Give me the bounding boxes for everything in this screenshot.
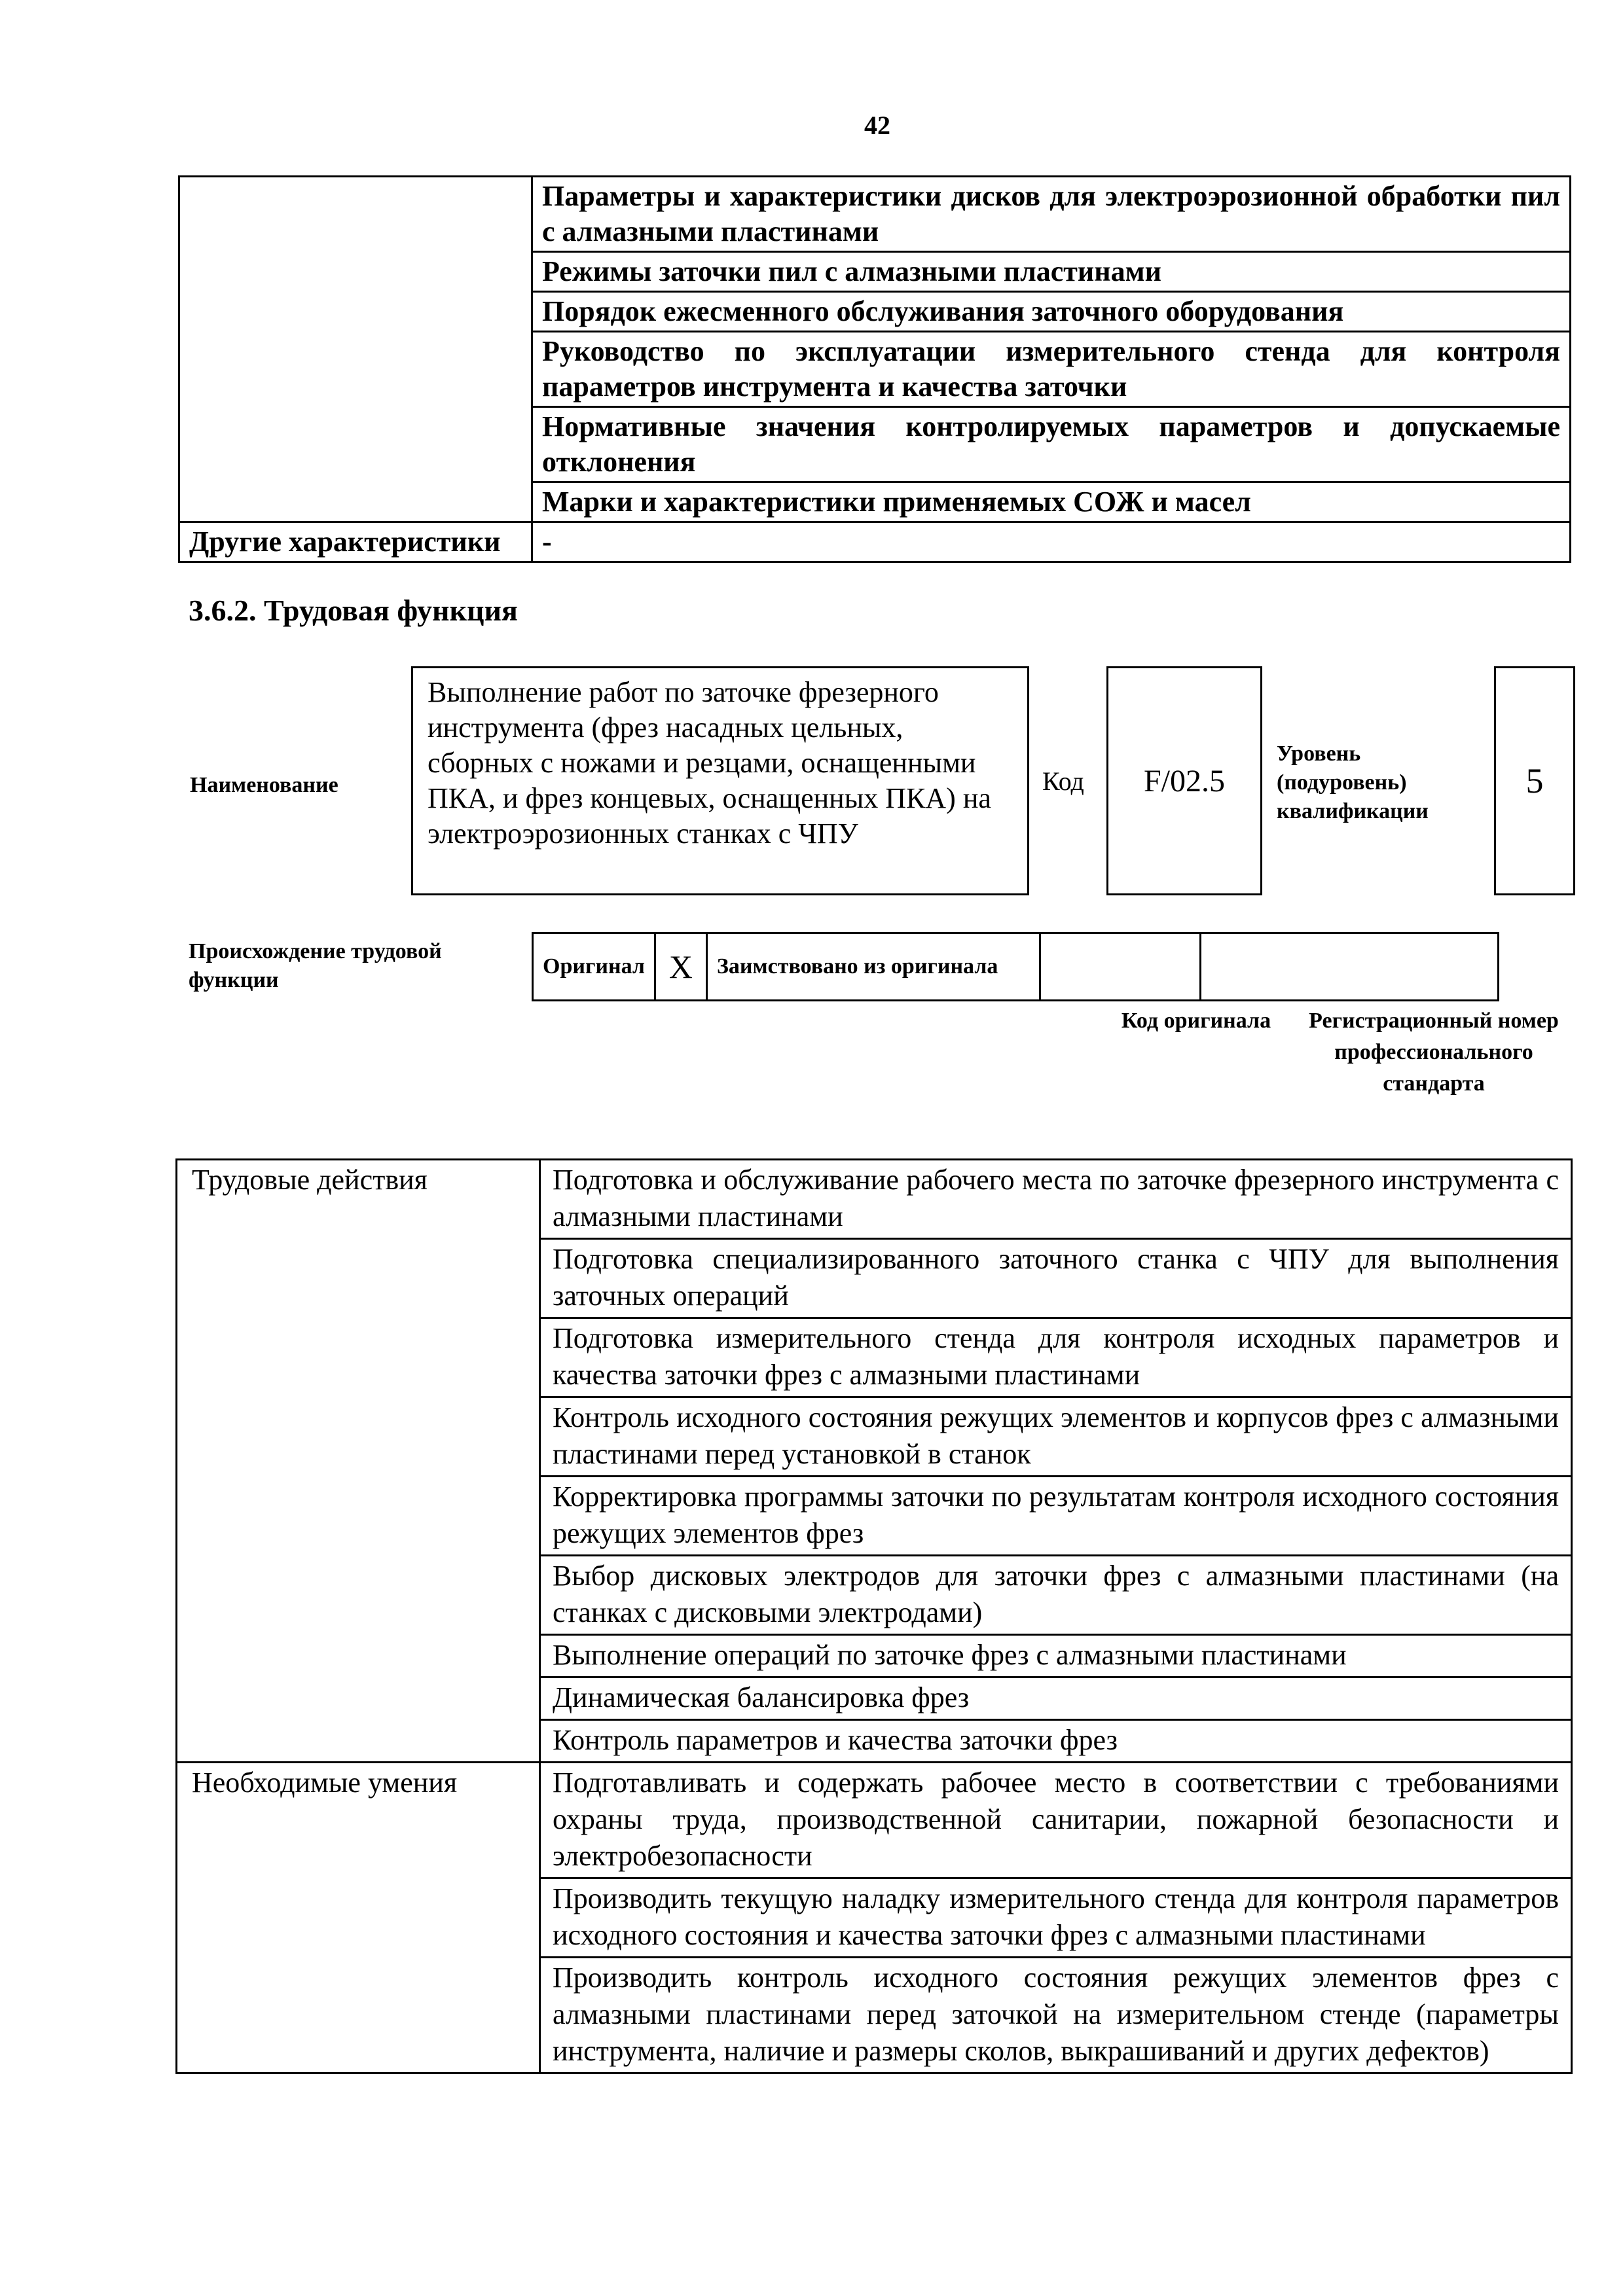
other-characteristics-label: Другие характеристики — [179, 522, 532, 562]
list-item: Контроль параметров и качества заточки фрез — [540, 1720, 1572, 1763]
registration-number-caption: Регистрационный номер профессионального стандарта — [1309, 1009, 1559, 1096]
list-item: Выбор дисковых электродов для заточки фрез с алмазными пластинами (на станках с дисковыми электродами) — [540, 1556, 1572, 1635]
required-skills-label: Необходимые умения — [177, 1763, 540, 2073]
page-number: 42 — [864, 111, 890, 140]
original-mark: X — [655, 933, 706, 1001]
qualification-level-box — [1494, 666, 1575, 895]
labor-function-table — [175, 1158, 1573, 2074]
list-item: Подготавливать и содержать рабочее место в соответствии с требованиями охраны труда, производственной санитарии, пожарной безопасности и электробезопасности — [540, 1763, 1572, 1878]
code-label: Код — [1042, 766, 1084, 796]
function-code-value: F/02.5 — [1143, 763, 1226, 798]
borrowed-label: Заимствовано из оригинала — [706, 933, 1040, 1001]
original-label: Оригинал — [533, 933, 655, 1001]
name-label: Наименование — [190, 773, 338, 797]
list-item: Динамическая балансировка фрез — [540, 1677, 1572, 1720]
function-code-box — [1106, 666, 1262, 895]
list-item: Производить контроль исходного состояния режущих элементов фрез с алмазными пластинами перед заточкой на измерительном стенде (параметры инструмента, наличие и размеры сколов, выкрашиваний и других дефектов) — [540, 1958, 1572, 2073]
list-item: Производить текущую наладку измерительного стенда для контроля параметров исходного состояния и качества заточки фрез с алмазными пластинами — [540, 1878, 1572, 1958]
function-name-box: Выполнение работ по заточке фрезерного инструмента (фрез насадных цельных, сборных с ножами и резцами, оснащенными ПКА, и фрез концевых, оснащенных ПКА) на электроэрозионных станках с ЧПУ — [411, 666, 1029, 895]
list-item: Подготовка измерительного стенда для контроля исходных параметров и качества заточки фрез с алмазными пластинами — [540, 1318, 1572, 1397]
list-item: Подготовка специализированного заточного станка с ЧПУ для выполнения заточных операций — [540, 1239, 1572, 1318]
origin-label: Происхождение трудовой функции — [189, 939, 442, 992]
table-row: Порядок ежесменного обслуживания заточного оборудования — [532, 292, 1571, 332]
origin-table — [532, 932, 1499, 1001]
knowledge-table-continuation — [178, 175, 1571, 563]
level-label: Уровень (подуровень) квалификации — [1277, 742, 1429, 823]
table-row: Нормативные значения контролируемых параметров и допускаемые отклонения — [532, 407, 1571, 482]
list-item: Контроль исходного состояния режущих элементов и корпусов фрез с алмазными пластинами перед установкой в станок — [540, 1397, 1572, 1477]
list-item: Выполнение операций по заточке фрез с алмазными пластинами — [540, 1635, 1572, 1677]
labor-actions-label: Трудовые действия — [177, 1160, 540, 1763]
original-code-cell — [1040, 933, 1200, 1001]
empty-label-cell — [179, 177, 532, 522]
other-characteristics-value: - — [532, 522, 1571, 562]
qualification-level-value: 5 — [1525, 761, 1544, 800]
list-item: Корректировка программы заточки по результатам контроля исходного состояния режущих элементов фрез — [540, 1477, 1572, 1556]
table-row: Марки и характеристики применяемых СОЖ и масел — [532, 482, 1571, 522]
registration-number-cell — [1200, 933, 1498, 1001]
list-item: Подготовка и обслуживание рабочего места по заточке фрезерного инструмента с алмазными пластинами — [540, 1160, 1572, 1239]
table-row: Руководство по эксплуатации измерительного стенда для контроля параметров инструмента и качества заточки — [532, 332, 1571, 407]
table-row: Режимы заточки пил с алмазными пластинами — [532, 252, 1571, 292]
original-code-caption: Код оригинала — [1121, 1009, 1271, 1033]
section-title: 3.6.2. Трудовая функция — [189, 594, 518, 627]
table-row: Параметры и характеристики дисков для электроэрозионной обработки пил с алмазными пластинами — [532, 177, 1571, 252]
